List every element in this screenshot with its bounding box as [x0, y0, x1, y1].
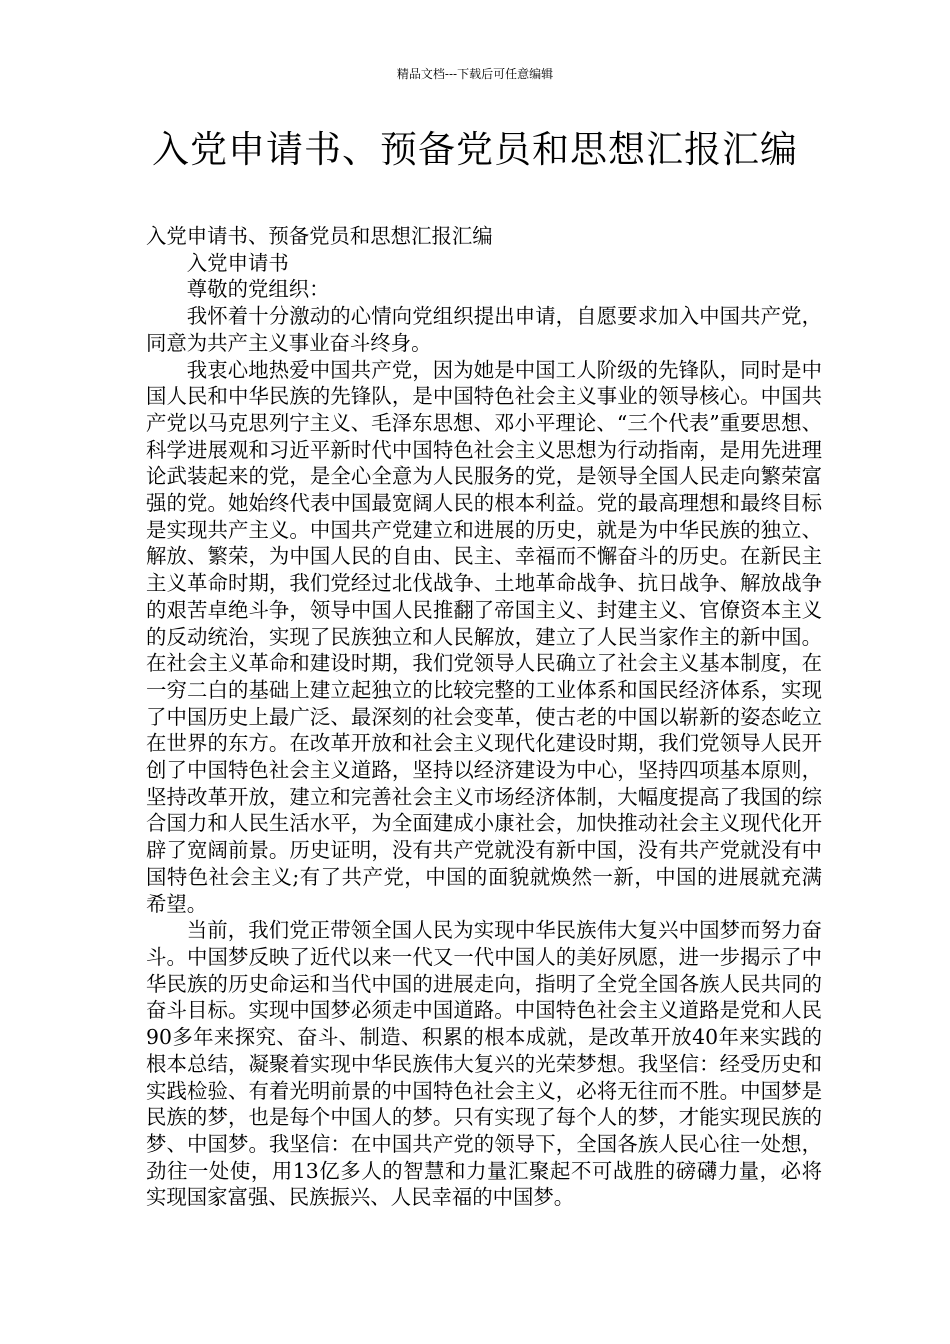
document-body [146, 223, 822, 1211]
paragraph-2: 我衷心地热爱中国共产党，因为她是中国工人阶级的先锋队，同时是中国人民和中华民族的先锋队，是中国特色社会主义事业的领导核心。中国共产党以马克思列宁主义、毛泽东思想、邓小平理论、“三个代表”重要思想、科学进展观和习近平新时代中国特色社会主义思想为行动指南，是用先进理论武装起来的党，是全心全意为人民服务的党，是领导全国人民走向繁荣富强的党。她始终代表中国最宽阔人民的根本利益。党的最高理想和最终目标是实现共产主义。中国共产党建立和进展的历史，就是为中华民族的独立、解放、繁荣，为中国人民的自由、民主、幸福而不懈奋斗的历史。在新民主主义革命时期，我们党经过北伐战争、土地革命战争、抗日战争、解放战争的艰苦卓绝斗争，领导中国人民推翻了帝国主义、封建主义、官僚资本主义的反动统治，实现了民族独立和人民解放，建立了人民当家作主的新中国。在社会主义革命和建设时期，我们党领导人民确立了社会主义基本制度，在一穷二白的基础上建立起独立的比较完整的工业体系和国民经济体系，实现了中国历史上最广泛、最深刻的社会变革，使古老的中国以崭新的姿态屹立在世界的东方。在改革开放和社会主义现代化建设时期，我们党领导人民开创了中国特色社会主义道路，坚持以经济建设为中心，坚持四项基本原则，坚持改革开放，建立和完善社会主义市场经济体制，大幅度提高了我国的综合国力和人民生活水平，为全面建成小康社会，加快推动社会主义现代化开辟了宽阔前景。历史证明，没有共产党就没有新中国，没有共产党就没有中国特色社会主义;有了共产党，中国的面貌就焕然一新，中国的进展就充满希望。 [146, 357, 822, 916]
section-label: 入党申请书 [186, 250, 289, 275]
salutation: 尊敬的党组织： [186, 277, 330, 302]
document-title: 入党申请书、预备党员和思想汇报汇编 [152, 128, 798, 171]
body-subtitle: 入党申请书、预备党员和思想汇报汇编 [146, 224, 493, 248]
page-header-note: 精品文档---下载后可任意编辑 [396, 67, 554, 81]
paragraph-3: 当前，我们党正带领全国人民为实现中华民族伟大复兴中国梦而努力奋斗。中国梦反映了近代以来一代又一代中国人的美好夙愿，进一步揭示了中华民族的历史命运和当代中国的进展走向，指明了全党全国各族人民共同的奋斗目标。实现中国梦必须走中国道路。中国特色社会主义道路是党和人民90多年来探究、奋斗、制造、积累的根本成就，是改革开放40年来实践的根本总结，凝聚着实现中华民族伟大复兴的光荣梦想。我坚信：经受历史和实践检验、有着光明前景的中国特色社会主义，必将无往而不胜。中国梦是民族的梦，也是每个中国人的梦。只有实现了每个人的梦，才能实现民族的梦、中国梦。我坚信：在中国共产党的领导下，全国各族人民心往一处想，劲往一处使，用13亿多人的智慧和力量汇聚起不可战胜的磅礴力量，必将实现国家富强、民族振兴、人民幸福的中国梦。 [146, 918, 822, 1210]
paragraph-1: 我怀着十分激动的心情向党组织提出申请，自愿要求加入中国共产党，同意为共产主义事业奋斗终身。 [146, 304, 822, 355]
